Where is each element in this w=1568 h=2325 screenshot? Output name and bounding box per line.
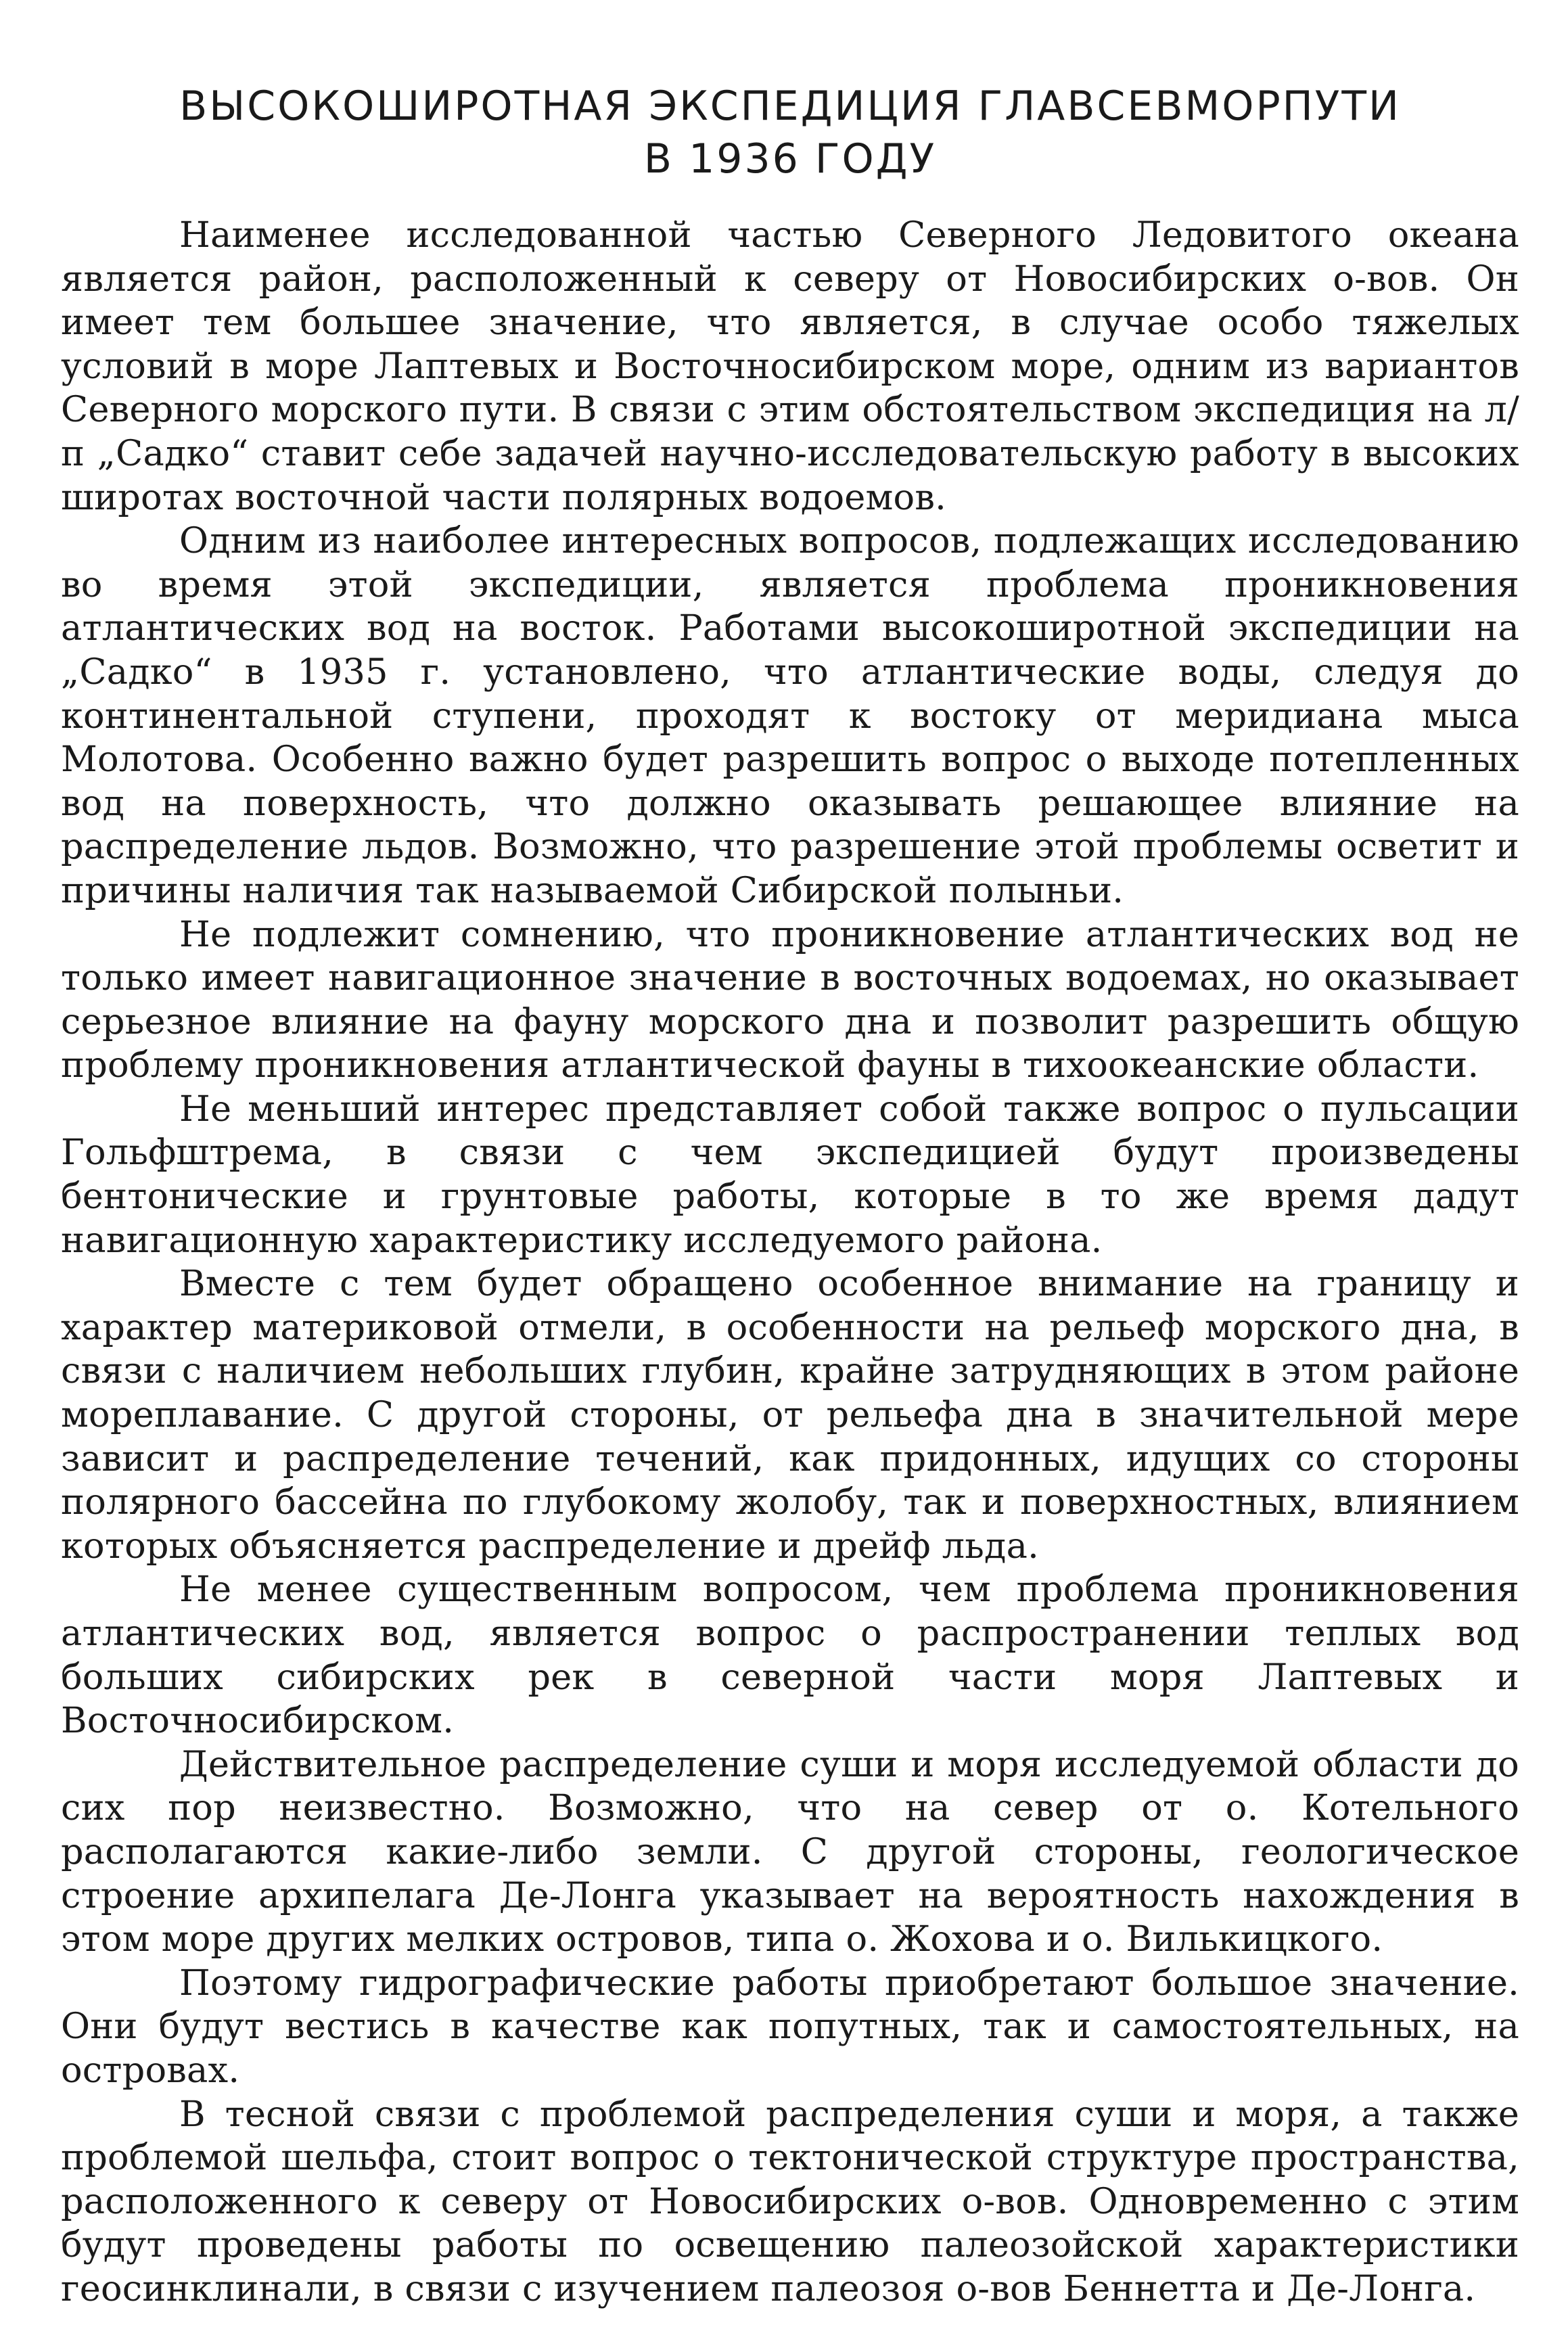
paragraph-5: Вместе с тем будет обращено особенное внимание на границу и характер материковой отмели, в особенности на рельеф морского дна, в связи с наличием небольших глубин, крайне затрудняющих в этом районе мореплавание. С другой стороны, от рельефа дна в значительной мере зависит и распределение течений, как придонных, идущих со стороны полярного бассейна по глубокому жолобу, так и поверхностных, влиянием которых объясняется распределение и дрейф льда. (61, 1263, 1519, 1567)
title-line-2: В 1936 ГОДУ (643, 135, 937, 183)
title-line-1: ВЫСОКОШИРОТНАЯ ЭКСПЕДИЦИЯ ГЛАВСЕВМОРПУТИ (179, 83, 1401, 130)
paragraph-4: Не меньший интерес представляет собой также вопрос о пульсации Гольфштрема, в связи с чем экспедицией будут произведены бентонические и грунтовые работы, которые в то же время дадут навигационную характеристику исследуемого района. (61, 1088, 1519, 1261)
article-body (61, 214, 1519, 2311)
paragraph-6: Не менее существенным вопросом, чем проблема проникновения атлантических вод, является вопрос о распространении теплых вод больших сибирских рек в северной части моря Лаптевых и Восточносибирском. (61, 1569, 1519, 1742)
paragraph-2: Одним из наиболее интересных вопросов, подлежащих исследованию во время этой экспедиции, является проблема проникновения атлантических вод на восток. Работами высокоширотной экспедиции на „Садко“ в 1935 г. установлено, что атлантические воды, следуя до континентальной ступени, проходят к востоку от меридиана мыса Молотова. Особенно важно будет разрешить вопрос о выходе потепленных вод на поверхность, что должно оказывать решающее влияние на распределение льдов. Возможно, что разрешение этой проблемы осветит и причины наличия так называемой Сибирской полыньи. (61, 520, 1519, 911)
paragraph-8: Поэтому гидрографические работы приобретают большое значение. Они будут вестись в качестве как попутных, так и самостоятельных, на островах. (61, 1962, 1519, 2091)
paragraph-1: Наименее исследованной частью Северного Ледовитого океана является район, расположенный к северу от Новосибирских о-вов. Он имеет тем большее значение, что является, в случае особо тяжелых условий в море Лаптевых и Восточносибирском море, одним из вариантов Северного морского пути. В связи с этим обстоятельством экспедиция на л/п „Садко“ ставит себе задачей научно-исследовательскую работу в высоких широтах восточной части полярных водоемов. (61, 214, 1519, 518)
document-title (61, 80, 1519, 185)
paragraph-7: Действительное распределение суши и моря исследуемой области до сих пор неизвестно. Возможно, что на север от о. Котельного располагаются какие-либо земли. С другой стороны, геологическое строение архипелага Де-Лонга указывает на вероятность нахождения в этом море других мелких островов, типа о. Жохова и о. Вилькицкого. (61, 1743, 1519, 1960)
paragraph-9: В тесной связи с проблемой распределения суши и моря, а также проблемой шельфа, стоит вопрос о тектонической структуре пространства, расположенного к северу от Новосибирских о-вов. Одновременно с этим будут проведены работы по освещению палеозойской характеристики геосинклинали, в связи с изучением палеозоя о-вов Беннетта и Де-Лонга. (61, 2093, 1519, 2309)
paragraph-3: Не подлежит сомнению, что проникновение атлантических вод не только имеет навигационное значение в восточных водоемах, но оказывает серьезное влияние на фауну морского дна и позволит разрешить общую проблему проникновения атлантической фауны в тихоокеанские области. (61, 913, 1519, 1086)
